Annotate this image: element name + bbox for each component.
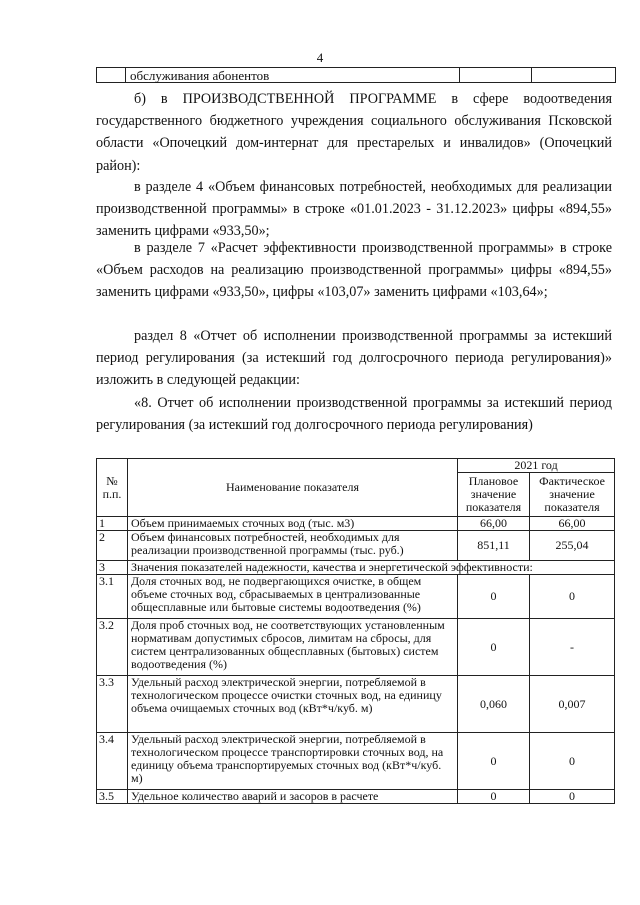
table-row: 3.4 Удельный расход электрической энергии, потребляемой в технологическом процессе транспортировки сточных вод, на единицу объема транспортируемых сточных вод (кВт*ч/куб. м) 0 0 bbox=[97, 733, 615, 790]
table-row: 3 Значения показателей надежности, качества и энергетической эффективности: bbox=[97, 561, 615, 575]
previous-table-text: обслуживания абонентов bbox=[130, 68, 270, 83]
header-plan: Плановое значение показателя bbox=[458, 473, 530, 517]
table-row: 3.3 Удельный расход электрической энергии, потребляемой в технологическом процессе очистки сточных вод, на единицу объема очищаемых сточных вод (кВт*ч/куб. м) 0,060 0,007 bbox=[97, 676, 615, 733]
previous-table-fragment bbox=[96, 67, 616, 83]
header-fact: Фактическое значение показателя bbox=[530, 473, 615, 517]
page-number: 4 bbox=[316, 50, 324, 65]
table-row: 2 Объем финансовых потребностей, необходимых для реализации производственной программы (тыс. руб.) 851,11 255,04 bbox=[97, 531, 615, 561]
paragraph-section-7: в разделе 7 «Расчет эффективности производственной программы» в строке «Объем расходов на реализацию производственной программы» цифры «894,55» заменить цифрами «933,50», цифры «103,07» заменить цифрами «103,64»; bbox=[96, 240, 612, 301]
paragraph-section-4: в разделе 4 «Объем финансовых потребностей, необходимых для реализации производственной программы» в строке «01.01.2023 - 31.12.2023» цифры «894,55» заменить цифрами «933,50»; bbox=[96, 179, 612, 240]
header-number: № п.п. bbox=[97, 459, 128, 517]
paragraph-intro: б) в ПРОИЗВОДСТВЕННОЙ ПРОГРАММЕ в сфере водоотведения государственного бюджетного учреждения социального обслуживания Псковской области «Опочецкий дом-интернат для престарелых и инвалидов» (Опочецкий район): bbox=[96, 91, 612, 174]
table-row: 3.2 Доля проб сточных вод, не соответствующих установленным нормативам допустимых сбросов, лимитам на сбросы, для систем централизованных общесплавных (бытовых) систем водоотведения (%) 0 - bbox=[97, 619, 615, 676]
paragraph-section-8: раздел 8 «Отчет об исполнении производственной программы за истекший период регулирования (за истекший год долгосрочного периода регулирования)» изложить в следующей редакции: bbox=[96, 328, 612, 389]
table-row: 1 Объем принимаемых сточных вод (тыс. м3) 66,00 66,00 bbox=[97, 517, 615, 531]
table-row: 3.5 Удельное количество аварий и засоров в расчете 0 0 bbox=[97, 790, 615, 804]
header-year: 2021 год bbox=[458, 459, 615, 473]
table-row: 3.1 Доля сточных вод, не подвергающихся очистке, в общем объеме сточных вод, сбрасываемых в централизованные общесплавные или бытовые системы водоотведения (%) 0 0 bbox=[97, 575, 615, 619]
report-table bbox=[96, 458, 615, 804]
paragraph-report-title: «8. Отчет об исполнении производственной программы за истекший период регулирования (за истекший год долгосрочного периода регулирования) bbox=[96, 395, 612, 434]
header-indicator-name: Наименование показателя bbox=[128, 459, 458, 517]
